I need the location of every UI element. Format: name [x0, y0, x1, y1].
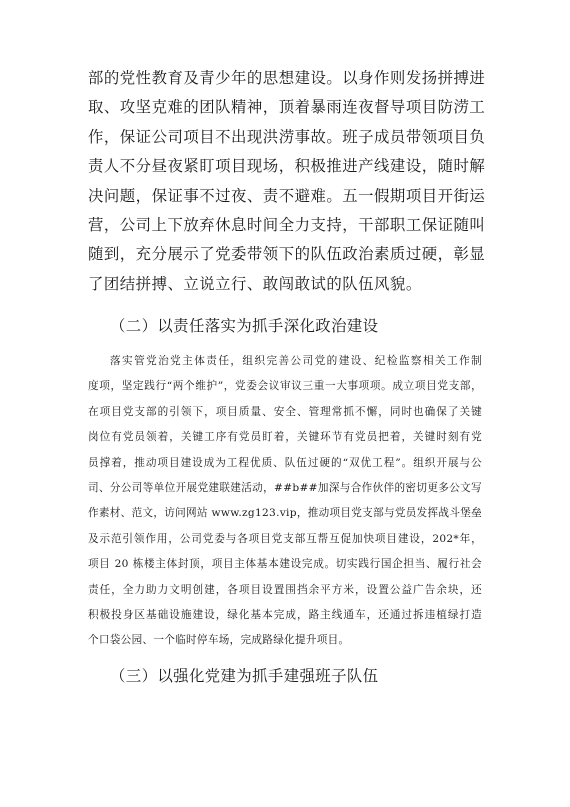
section-heading-2: （二）以责任落实为抓手深化政治建设 — [110, 317, 379, 335]
paragraph-line: 随到，充分展示了党委带领下的队伍政治素质过硬，彰显 — [88, 245, 486, 264]
paragraph-line: 营，公司上下放弃休息时间全力支持，干部职工保证随叫 — [88, 216, 486, 235]
paragraph-line: 岗位有党员领着，关键工序有党员盯着，关键环节有党员把着，关键时刻有党 — [88, 431, 482, 444]
paragraph-line: 落实管党治党主体责任，组织完善公司党的建设、纪检监察相关工作制 — [110, 355, 482, 367]
paragraph-line: 取、攻坚克难的团队精神，顶着暴雨连夜督导项目防涝工 — [88, 98, 486, 117]
paragraph-line: 责人不分昼夜紧盯项目现场，积极推进产线建设，随时解 — [88, 157, 486, 176]
paragraph-line: 了团结拼搏、立说立行、敢闯敢试的队伍风貌。 — [88, 274, 422, 293]
paragraph-line: 积极投身区基础设施建设，绿化基本完成，路主线通车，还通过拆违植绿打造 — [88, 609, 482, 622]
paragraph-line: 部的党性教育及青少年的思想建设。以身作则发扬拼搏进 — [88, 69, 486, 87]
paragraph-line: 责任，全力助力文明创建，各项目设置围挡余平方米，设置公益广告余块，还 — [88, 583, 482, 596]
paragraph-line: 司、分公司等单位开展党建联建活动，##b##加深与合作伙伴的密切更多公文写 — [88, 482, 482, 495]
paragraph-line: 决问题，保证事不过夜、责不避难。五一假期项目开街运 — [88, 186, 486, 205]
paragraph-middle — [88, 349, 482, 654]
paragraph-line: 在项目党支部的引领下，项目质量、安全、管理常抓不懈，同时也确保了关键 — [88, 405, 482, 418]
paragraph-line: 作素材、范文，访问网站 www.zg123.vip，推动项目党支部与党员发挥战斗堡垒 — [88, 507, 483, 520]
paragraph-line: 作，保证公司项目不出现洪涝事故。班子成员带领项目负 — [88, 127, 486, 146]
paragraph-line: 员撑着，推动项目建设成为工程优质、队伍过硬的“双优工程”。组织开展与公 — [88, 456, 482, 469]
section-heading-3: （三）以强化党建为抓手建强班子队伍 — [110, 667, 379, 685]
paragraph-line: 项目 20 栋楼主体封顶，项目主体基本建设完成。切实践行国企担当、履行社会 — [88, 558, 482, 571]
paragraph-line: 度项，坚定践行“两个维护”，党委会议审议三重一大事项项。成立项目党支部， — [88, 380, 482, 393]
paragraph-line: 个口袋公园、一个临时停车场，完成路绿化提升项目。 — [88, 634, 350, 647]
paragraph-top — [88, 64, 486, 299]
paragraph-line: 及示范引领作用，公司党委与各项目党支部互帮互促加快项目建设，202*年， — [88, 532, 482, 545]
